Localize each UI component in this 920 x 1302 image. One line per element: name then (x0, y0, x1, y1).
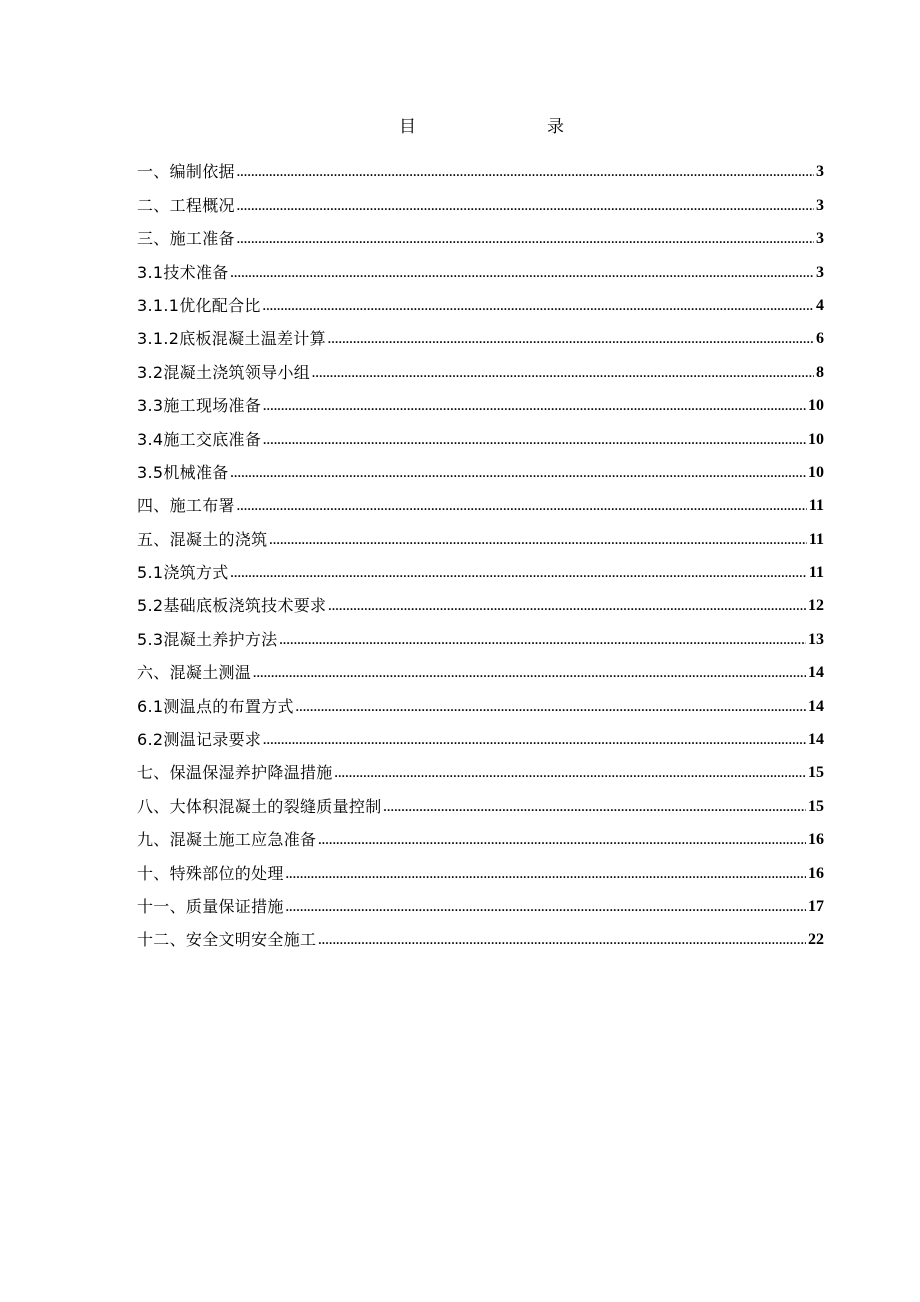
toc-entry-title: 5.1浇筑方式 (137, 563, 229, 583)
toc-entry[interactable] (137, 885, 824, 918)
toc-dot-leader (286, 863, 806, 885)
toc-dot-leader (296, 696, 806, 718)
toc-entry-page-number: 3 (816, 230, 824, 248)
toc-entry-page-number: 22 (808, 931, 824, 949)
toc-entry-page-number: 16 (808, 864, 824, 882)
toc-entry-page-number: 12 (808, 597, 824, 615)
toc-entry-title: 四、施工布署 (137, 496, 235, 516)
toc-entry[interactable] (137, 451, 824, 484)
toc-entry-title: 6.1测温点的布置方式 (137, 696, 294, 716)
toc-entry-title: 八、大体积混凝土的裂缝质量控制 (137, 796, 382, 816)
toc-entry[interactable] (137, 851, 824, 884)
toc-entry-page-number: 13 (808, 630, 824, 648)
toc-entry-page-number: 10 (808, 463, 824, 481)
toc-entry-page-number: 8 (816, 363, 824, 381)
toc-entry[interactable] (137, 718, 824, 751)
toc-entry-page-number: 3 (816, 263, 824, 281)
toc-dot-leader (328, 595, 806, 617)
toc-entry-title: 十二、安全文明安全施工 (137, 930, 317, 950)
toc-entry-page-number: 14 (808, 697, 824, 715)
toc-entry-page-number: 4 (816, 296, 824, 314)
toc-entry[interactable] (137, 417, 824, 450)
toc-entry-page-number: 17 (808, 897, 824, 915)
toc-dot-leader (231, 262, 814, 284)
toc-entry[interactable] (137, 551, 824, 584)
toc-title-char-1: 目 (399, 117, 416, 137)
toc-entry[interactable] (137, 751, 824, 784)
toc-entry-page-number: 10 (808, 430, 824, 448)
toc-dot-leader (237, 195, 814, 217)
toc-dot-leader (263, 295, 814, 317)
toc-entry[interactable] (137, 217, 824, 250)
toc-dot-leader (253, 662, 806, 684)
toc-entry-page-number: 10 (808, 397, 824, 415)
toc-entry[interactable] (137, 584, 824, 617)
toc-entry[interactable] (137, 818, 824, 851)
toc-title-char-2: 录 (547, 117, 564, 137)
toc-entry-title: 十一、质量保证措施 (137, 896, 284, 916)
toc-entry-title: 十、特殊部位的处理 (137, 863, 284, 883)
toc-dot-leader (269, 529, 806, 551)
toc-entry-page-number: 11 (808, 530, 824, 548)
toc-entry-title: 3.1技术准备 (137, 262, 229, 282)
toc-entry-title: 二、工程概况 (137, 195, 235, 215)
toc-entry[interactable] (137, 350, 824, 383)
toc-entry-title: 5.3混凝土养护方法 (137, 629, 278, 649)
toc-entry[interactable] (137, 384, 824, 417)
toc-entry-page-number: 6 (816, 330, 824, 348)
toc-dot-leader (318, 829, 806, 851)
toc-entry-page-number: 11 (808, 497, 824, 515)
toc-entry-page-number: 3 (816, 163, 824, 181)
toc-entry-page-number: 15 (808, 797, 824, 815)
toc-entry-title: 5.2基础底板浇筑技术要求 (137, 596, 327, 616)
toc-entry-title: 六、混凝土测温 (137, 663, 252, 683)
toc-dot-leader (328, 328, 814, 350)
toc-dot-leader (318, 929, 806, 951)
toc-dot-leader (237, 161, 814, 183)
toc-dot-leader (263, 429, 806, 451)
toc-dot-leader (279, 629, 806, 651)
toc-entry[interactable] (137, 150, 824, 183)
toc-entry[interactable] (137, 918, 824, 951)
toc-dot-leader (231, 462, 806, 484)
toc-entry-title: 3.3施工现场准备 (137, 396, 262, 416)
toc-entry-page-number: 14 (808, 664, 824, 682)
toc-entry[interactable] (137, 183, 824, 216)
toc-entry[interactable] (137, 617, 824, 650)
toc-list (137, 150, 824, 951)
toc-entry-page-number: 3 (816, 196, 824, 214)
toc-dot-leader (286, 896, 806, 918)
toc-entry[interactable] (137, 317, 824, 350)
toc-entry-title: 三、施工准备 (137, 229, 235, 249)
toc-dot-leader (237, 495, 807, 517)
toc-entry[interactable] (137, 684, 824, 717)
toc-entry-title: 五、混凝土的浇筑 (137, 529, 268, 549)
toc-entry-title: 6.2测温记录要求 (137, 730, 262, 750)
toc-entry-title: 七、保温保湿养护降温措施 (137, 763, 333, 783)
toc-dot-leader (312, 362, 814, 384)
toc-entry-page-number: 14 (808, 731, 824, 749)
toc-dot-leader (384, 796, 806, 818)
toc-entry-title: 3.5机械准备 (137, 462, 229, 482)
toc-entry-title: 3.1.2底板混凝土温差计算 (137, 329, 326, 349)
toc-entry-page-number: 11 (808, 564, 824, 582)
toc-entry-title: 3.1.1优化配合比 (137, 295, 261, 315)
toc-entry[interactable] (137, 784, 824, 817)
toc-entry[interactable] (137, 250, 824, 283)
toc-entry-page-number: 16 (808, 831, 824, 849)
toc-entry-title: 九、混凝土施工应急准备 (137, 830, 317, 850)
toc-entry-title: 3.4施工交底准备 (137, 429, 262, 449)
toc-entry[interactable] (137, 651, 824, 684)
toc-entry[interactable] (137, 517, 824, 550)
toc-entry[interactable] (137, 484, 824, 517)
toc-title (0, 114, 920, 140)
toc-dot-leader (263, 729, 806, 751)
toc-dot-leader (335, 762, 806, 784)
toc-entry-title: 一、编制依据 (137, 162, 235, 182)
toc-entry-title: 3.2混凝土浇筑领导小组 (137, 362, 311, 382)
toc-dot-leader (231, 562, 807, 584)
toc-dot-leader (263, 395, 806, 417)
toc-entry-page-number: 15 (808, 764, 824, 782)
toc-dot-leader (237, 228, 814, 250)
toc-entry[interactable] (137, 284, 824, 317)
